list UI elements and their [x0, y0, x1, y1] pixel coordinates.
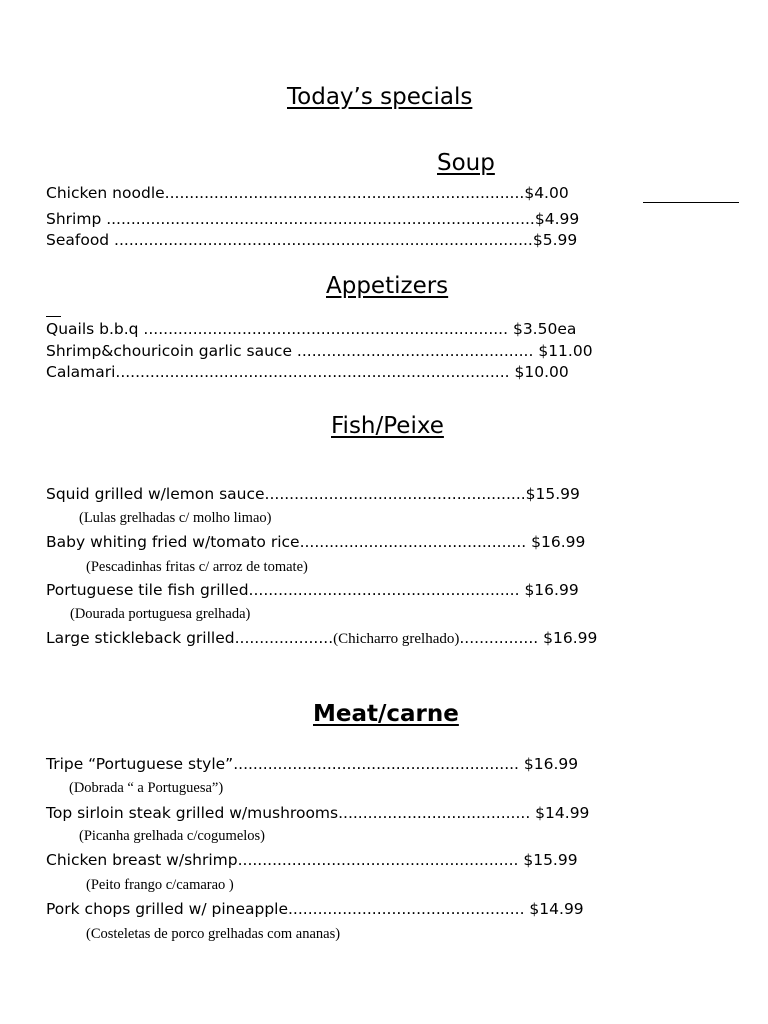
menu-item: Shrimp&chouricoin garlic sauce ................................................ $11.00 — [46, 342, 593, 360]
menu-item: Seafood .....................................................................................$5.99 — [46, 231, 578, 249]
menu-item: Top sirloin steak grilled w/mushrooms....................................... $14.99 — [46, 804, 590, 822]
meat-heading: Meat/carne — [313, 701, 459, 727]
menu-item: Chicken breast w/shrimp......................................................... $15.99 — [46, 851, 578, 869]
menu-item-large-stickleback — [46, 629, 597, 648]
menu-item: Quails b.b.q .......................................................................... $3.50ea — [46, 320, 577, 338]
page-title: Today’s specials — [287, 84, 473, 110]
menu-item-price: ................ $16.99 — [459, 629, 598, 647]
menu-item-translation: (Lulas grelhadas c/ molho limao) — [79, 510, 272, 526]
menu-item-translation: (Dourada portuguesa grelhada) — [70, 606, 251, 622]
menu-item-translation: (Chicharro grelhado) — [333, 631, 460, 647]
soup-heading: Soup — [437, 150, 495, 176]
menu-item-translation: (Picanha grelhada c/cogumelos) — [79, 828, 266, 844]
menu-item: Chicken noodle.........................................................................$4.00 — [46, 184, 569, 202]
menu-item: Portuguese tile fish grilled....................................................... $16.99 — [46, 581, 579, 599]
menu-item: Tripe “Portuguese style”.......................................................... $16.99 — [46, 755, 579, 773]
menu-item: Squid grilled w/lemon sauce.....................................................$15.99 — [46, 485, 580, 503]
menu-item: Shrimp .......................................................................................$4.99 — [46, 210, 580, 228]
menu-item: Calamari................................................................................ $10.00 — [46, 363, 569, 381]
fish-heading: Fish/Peixe — [331, 413, 444, 439]
menu-item: Pork chops grilled w/ pineapple................................................ $14.99 — [46, 900, 584, 918]
menu-item-translation: (Peito frango c/camarao ) — [86, 877, 234, 893]
menu-item: Baby whiting fried w/tomato rice.............................................. $16.99 — [46, 533, 586, 551]
menu-item-name: Large stickleback grilled.................... — [46, 629, 334, 647]
decorative-rule — [643, 202, 739, 203]
decorative-rule — [46, 316, 61, 317]
menu-item-translation: (Pescadinhas fritas c/ arroz de tomate) — [86, 559, 308, 575]
menu-item-translation: (Dobrada “ a Portuguesa”) — [69, 780, 224, 796]
menu-item-translation: (Costeletas de porco grelhadas com ananas) — [86, 926, 341, 942]
appetizers-heading: Appetizers — [326, 273, 449, 299]
